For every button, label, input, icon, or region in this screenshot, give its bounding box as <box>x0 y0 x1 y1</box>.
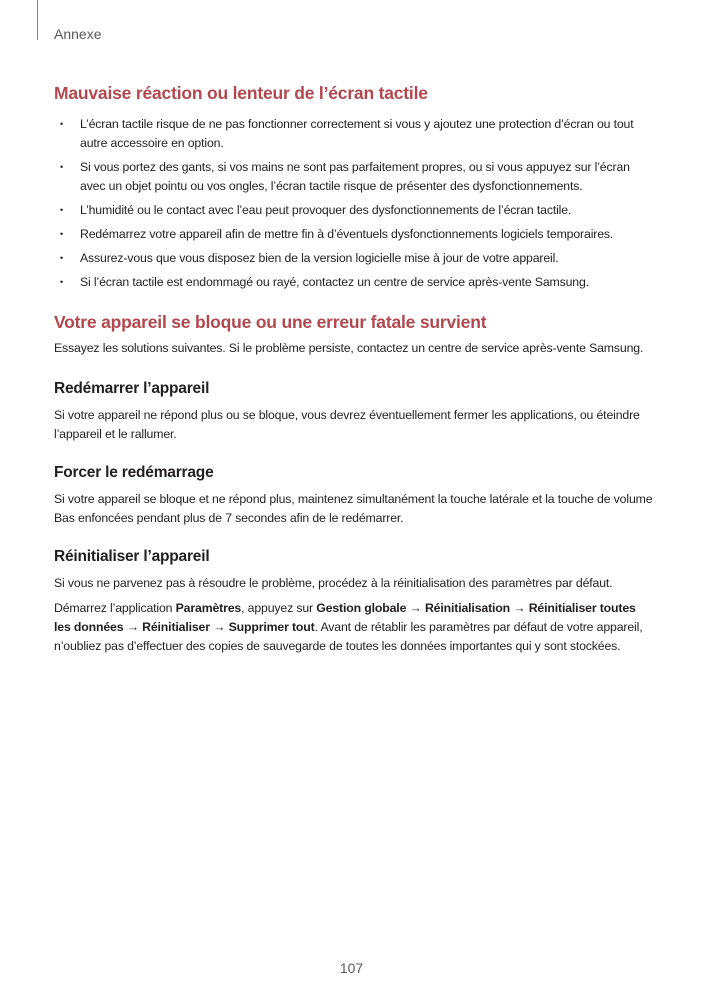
section-intro: Essayez les solutions suivantes. Si le problème persiste, contactez un centre de service après-vente Samsung. <box>54 341 644 355</box>
list-item: • Redémarrez votre appareil afin de mettre fin à d’éventuels dysfonctionnements logiciels temporaires. <box>54 225 654 244</box>
page-content <box>54 80 654 656</box>
reset-paragraph-2 <box>54 599 654 656</box>
arrow-separator: → <box>123 620 143 634</box>
running-header: Annexe <box>54 26 102 42</box>
reset-paragraph-1: Si vous ne parvenez pas à résoudre le problème, procédez à la réinitialisation des paramètres par défaut. <box>54 576 613 590</box>
list-item: • L’humidité ou le contact avec l’eau peut provoquer des dysfonctionnements de l’écran tactile. <box>54 201 654 220</box>
force-restart-paragraph: Si votre appareil se bloque et ne répond plus, maintenez simultanément la touche latérale et la touche de volume Bas enfoncées pendant plus de 7 secondes afin de le redémarrer. <box>54 492 653 525</box>
menu-path-delete-all: Supprimer tout <box>228 620 315 634</box>
reset-text-part: , appuyez sur <box>241 601 317 615</box>
menu-path-reset-button: Réinitialiser <box>142 620 210 634</box>
reset-text-part: . Avant de rétablir les paramètres par défaut de votre appareil, n’oubliez pas d’effectuer des copies de sauvegarde de toutes les données importantes qui y sont stockées. <box>54 620 643 653</box>
menu-path-reset: Réinitialisation <box>424 601 511 615</box>
section-title-device-freeze: Votre appareil se bloque ou une erreur fatale survient <box>54 312 487 332</box>
arrow-separator: → <box>209 620 229 634</box>
arrow-separator: → <box>510 601 529 615</box>
section-title-touchscreen: Mauvaise réaction ou lenteur de l’écran tactile <box>54 83 428 103</box>
settings-app-name: Paramètres <box>175 601 242 615</box>
subsection-title-reset: Réinitialiser l’appareil <box>54 548 210 565</box>
list-item: • L’écran tactile risque de ne pas fonctionner correctement si vous y ajoutez une protection d’écran ou tout autre accessoire en option. <box>54 115 654 153</box>
menu-path-general-management: Gestion globale <box>316 601 407 615</box>
arrow-separator: → <box>406 601 425 615</box>
menu-path-factory-data-reset: Réinitialiser toutes les données <box>54 601 636 634</box>
subsection-title-force-restart: Forcer le redémarrage <box>54 464 214 481</box>
restart-paragraph: Si votre appareil ne répond plus ou se bloque, vous devrez éventuellement fermer les applications, ou éteindre l’appareil et le rallumer. <box>54 408 640 441</box>
margin-rule <box>37 0 38 40</box>
touchscreen-bullet-list <box>54 115 654 292</box>
list-item: • Si l’écran tactile est endommagé ou rayé, contactez un centre de service après-vente Samsung. <box>54 273 654 292</box>
list-item: • Si vous portez des gants, si vos mains ne sont pas parfaitement propres, ou si vous appuyez sur l’écran avec un objet pointu ou vos ongles, l’écran tactile risque de présenter des dysfonctionnements. <box>54 158 654 196</box>
list-item: • Assurez-vous que vous disposez bien de la version logicielle mise à jour de votre appareil. <box>54 249 654 268</box>
page-number: 107 <box>339 960 364 976</box>
subsection-title-restart: Redémarrer l’appareil <box>54 380 210 397</box>
reset-text-part: Démarrez l’application <box>54 601 176 615</box>
